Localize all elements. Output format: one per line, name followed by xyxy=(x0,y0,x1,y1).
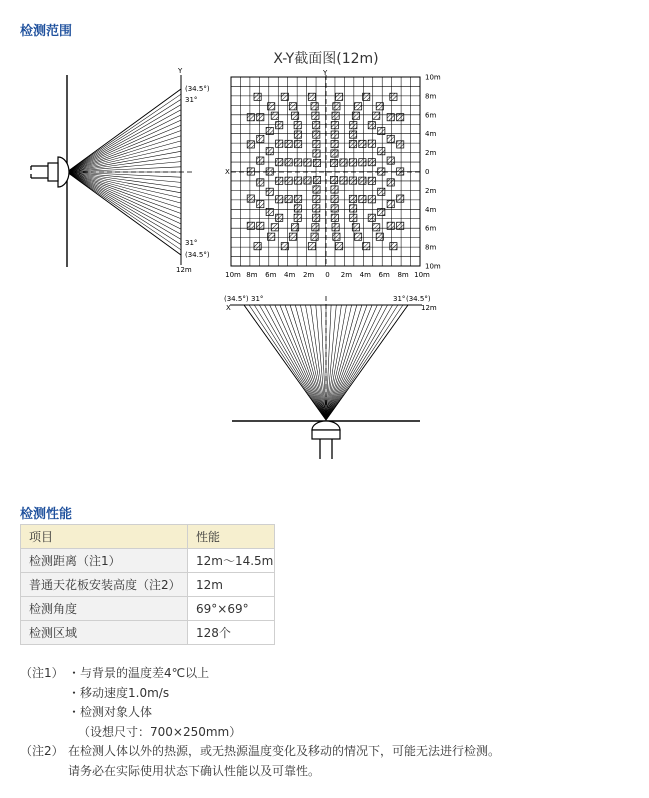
detection-zone xyxy=(313,159,320,166)
front-angle-outer-left: (34.5°) xyxy=(224,295,249,303)
table-cell-item: 检测距离（注1） xyxy=(21,549,188,573)
detection-zone xyxy=(331,205,338,212)
detection-zone xyxy=(332,112,339,119)
detection-zone xyxy=(331,141,338,148)
xy-right-scale-label: 4m xyxy=(425,130,437,139)
note1-item: （设想尺寸：700×250mm） xyxy=(78,724,242,739)
detection-zone xyxy=(333,233,340,240)
detection-zone xyxy=(336,93,343,100)
table-row xyxy=(21,597,275,621)
table-cell-item: 普通天花板安装高度（注2） xyxy=(21,573,188,597)
side-view xyxy=(31,67,210,274)
xy-bottom-scale-label: 10m xyxy=(414,271,430,279)
beam-ray xyxy=(67,99,181,172)
table-header-item: 项目 xyxy=(21,525,188,549)
detection-zone xyxy=(387,157,394,164)
table-cell-value: 12m xyxy=(188,573,275,597)
detection-zone xyxy=(294,214,301,221)
detection-zone xyxy=(397,141,404,148)
detection-zone xyxy=(331,131,338,138)
xy-bottom-scale-label: 2m xyxy=(302,271,315,279)
detection-zone xyxy=(285,196,292,203)
beam-ray xyxy=(67,131,181,173)
detection-zone xyxy=(363,243,370,250)
front-distance-label: 12m xyxy=(421,304,437,312)
detection-zone xyxy=(257,114,264,121)
note2-label: （注2） xyxy=(20,744,64,758)
detection-zone xyxy=(331,122,338,129)
detection-zone xyxy=(311,103,318,110)
detection-zone xyxy=(276,177,283,184)
detection-zone xyxy=(257,157,264,164)
detection-zone xyxy=(271,224,278,231)
detection-zone xyxy=(285,159,292,166)
detection-zone xyxy=(387,114,394,121)
detection-zone xyxy=(387,222,394,229)
detection-zone xyxy=(313,186,320,193)
detection-zone xyxy=(378,127,385,134)
detection-zone xyxy=(276,214,283,221)
section-title-detection-performance: 检测性能 xyxy=(20,507,73,522)
beam-ray xyxy=(326,305,382,420)
xy-right-scale-label: 2m xyxy=(425,186,437,195)
xy-bottom-scale xyxy=(225,271,430,279)
xy-right-scale xyxy=(425,74,441,271)
beam-ray xyxy=(67,94,181,172)
beam-ray xyxy=(280,305,326,420)
note1-label: （注1） xyxy=(20,666,64,680)
detection-zone xyxy=(368,140,375,147)
side-angle-outer-top: (34.5°) xyxy=(185,85,210,93)
detection-zone xyxy=(257,222,264,229)
detection-zone xyxy=(304,177,311,184)
front-beam-rays xyxy=(244,305,408,420)
detection-zone xyxy=(295,159,302,166)
detection-zone xyxy=(313,176,320,183)
table-cell-item: 检测区域 xyxy=(21,621,188,645)
detection-zone xyxy=(304,159,311,166)
detection-zone xyxy=(308,243,315,250)
detection-zone xyxy=(378,188,385,195)
xy-right-scale-label: 10m xyxy=(425,262,441,271)
detection-zone xyxy=(387,135,394,142)
beam-edge xyxy=(326,305,408,420)
xy-right-scale-label: 6m xyxy=(425,224,437,233)
detection-zone xyxy=(313,195,320,202)
detection-zone xyxy=(313,122,320,129)
detection-zone xyxy=(350,214,357,221)
beam-edge xyxy=(67,172,181,255)
side-distance-label: 12m xyxy=(176,266,192,274)
detection-zone xyxy=(311,233,318,240)
detection-zone xyxy=(247,195,254,202)
detection-zone xyxy=(247,168,254,175)
detection-zone xyxy=(331,214,338,221)
detection-zone xyxy=(332,224,339,231)
detection-zone xyxy=(254,243,261,250)
detection-zone xyxy=(349,159,356,166)
detection-zone xyxy=(349,177,356,184)
front-angle-outer-right: (34.5°) xyxy=(406,295,431,303)
xy-right-scale-label: 8m xyxy=(425,92,437,101)
front-angle-inner-left: 31° xyxy=(251,295,264,303)
xy-right-scale-label: 8m xyxy=(425,243,437,252)
performance-table xyxy=(20,524,275,645)
detection-zone xyxy=(368,214,375,221)
beam-ray xyxy=(67,172,181,250)
xy-section-title: X-Y截面图(12m) xyxy=(273,51,379,67)
detection-zone xyxy=(266,188,273,195)
beam-ray xyxy=(326,305,372,420)
detection-zone xyxy=(359,140,366,147)
detection-zone xyxy=(313,150,320,157)
beam-ray xyxy=(326,305,357,420)
detection-zone xyxy=(330,159,337,166)
detection-zone xyxy=(276,122,283,129)
detection-zone xyxy=(295,141,302,148)
detection-zone xyxy=(268,103,275,110)
detection-zone xyxy=(340,177,347,184)
xy-right-scale-label: 2m xyxy=(425,149,437,158)
detection-zone xyxy=(352,224,359,231)
detection-zone xyxy=(349,141,356,148)
detection-zone xyxy=(257,201,264,208)
detection-zone xyxy=(390,243,397,250)
detection-zone xyxy=(257,179,264,186)
note2-line: 请务必在实际使用状态下确认性能以及可靠性。 xyxy=(68,763,321,778)
table-row xyxy=(21,549,275,573)
front-sensor-icon xyxy=(312,421,340,459)
xy-right-scale-label: 0 xyxy=(425,168,430,176)
detection-zone xyxy=(292,112,299,119)
detection-zone xyxy=(350,122,357,129)
detection-zone xyxy=(276,159,283,166)
table-cell-item: 检测角度 xyxy=(21,597,188,621)
note1-item: ・移动速度1.0m/s xyxy=(68,685,170,700)
detection-zone xyxy=(295,177,302,184)
detection-zone xyxy=(390,93,397,100)
note1-item: ・检测对象人体 xyxy=(68,705,153,719)
detection-zone xyxy=(330,176,337,183)
table-header-performance: 性能 xyxy=(188,525,275,549)
section-title-detection-range: 检测范围 xyxy=(20,24,73,39)
beam-ray xyxy=(326,305,367,420)
detection-zone xyxy=(312,112,319,119)
detection-zone xyxy=(266,127,273,134)
detection-zone xyxy=(373,112,380,119)
beam-ray xyxy=(67,125,181,172)
beam-ray xyxy=(326,305,398,420)
detection-zone xyxy=(313,205,320,212)
detection-zone xyxy=(376,103,383,110)
detection-zone xyxy=(285,177,292,184)
side-angle-outer-bottom: (34.5°) xyxy=(185,251,210,259)
detection-zone xyxy=(363,93,370,100)
xy-grid xyxy=(231,77,420,266)
beam-ray xyxy=(285,305,326,420)
beam-ray xyxy=(67,172,181,245)
note2-line: 在检测人体以外的热源，或无热源温度变化及移动的情况下，可能无法进行检测。 xyxy=(68,744,501,758)
detection-zone xyxy=(295,195,302,202)
detection-zone xyxy=(331,150,338,157)
table-cell-value: 69°×69° xyxy=(188,597,275,621)
note1-item: ・与背景的温度差4℃以上 xyxy=(68,666,210,680)
side-sensor-icon xyxy=(31,157,69,187)
detection-zone xyxy=(373,224,380,231)
front-angle-inner-right: 31° xyxy=(393,295,406,303)
detection-zone xyxy=(378,168,385,175)
detection-zone xyxy=(247,222,254,229)
side-angle-inner-bottom: 31° xyxy=(185,239,198,247)
beam-ray xyxy=(67,172,181,239)
beam-edge xyxy=(67,89,181,172)
detection-zone xyxy=(254,93,261,100)
table-cell-value: 12m～14.5m xyxy=(188,549,275,573)
xy-cross-section xyxy=(225,50,441,279)
xy-bottom-scale-label: 4m xyxy=(284,271,296,279)
detection-zone xyxy=(376,233,383,240)
detection-zone xyxy=(368,159,375,166)
detection-zone xyxy=(281,93,288,100)
beam-ray xyxy=(254,305,326,420)
table-cell-value: 128个 xyxy=(188,621,275,645)
detection-zone xyxy=(397,168,404,175)
detection-zone xyxy=(276,140,283,147)
detection-zone xyxy=(294,122,301,129)
xy-bottom-scale-label: 4m xyxy=(359,271,371,279)
xy-bottom-scale-label: 8m xyxy=(246,271,258,279)
detection-zone xyxy=(397,222,404,229)
detection-zone xyxy=(289,103,296,110)
beam-ray xyxy=(249,305,326,420)
detection-zone xyxy=(313,141,320,148)
detection-zone xyxy=(350,205,357,212)
detection-zone xyxy=(368,177,375,184)
detection-zone xyxy=(257,135,264,142)
detection-zone xyxy=(387,201,394,208)
detection-zone xyxy=(387,179,394,186)
detection-zone xyxy=(378,148,385,155)
detection-zone xyxy=(292,224,299,231)
detection-zone xyxy=(294,205,301,212)
detection-zone xyxy=(276,196,283,203)
detection-zone xyxy=(359,196,366,203)
side-angle-inner-top: 31° xyxy=(185,96,198,104)
xy-bottom-scale-label: 10m xyxy=(225,271,241,279)
detection-zone xyxy=(355,103,362,110)
detection-zone xyxy=(268,233,275,240)
detection-zone xyxy=(349,195,356,202)
detection-zone xyxy=(340,159,347,166)
detection-zone xyxy=(312,224,319,231)
detection-zone xyxy=(331,195,338,202)
side-axis-y-label: Y xyxy=(178,67,183,75)
detection-zone xyxy=(368,196,375,203)
xy-bottom-scale-label: 0 xyxy=(325,271,330,279)
detection-zone xyxy=(331,186,338,193)
xy-right-scale-label: 10m xyxy=(425,73,441,82)
detection-zone xyxy=(266,168,273,175)
detection-zone xyxy=(397,195,404,202)
detection-zone xyxy=(378,208,385,215)
xy-axis-y-label: Y xyxy=(323,69,328,77)
xy-right-scale-label: 4m xyxy=(425,205,437,214)
beam-ray xyxy=(326,305,403,420)
detection-zone xyxy=(308,93,315,100)
xy-axis-x-label: X xyxy=(225,168,230,176)
detection-zone xyxy=(294,131,301,138)
table-row xyxy=(21,573,275,597)
table-header-row xyxy=(21,525,275,549)
detection-zone xyxy=(333,103,340,110)
detection-zone xyxy=(247,114,254,121)
beam-ray xyxy=(67,172,181,214)
detection-zone xyxy=(247,141,254,148)
detection-zone xyxy=(355,233,362,240)
detection-zone xyxy=(359,159,366,166)
detection-zone xyxy=(359,177,366,184)
beam-edge xyxy=(244,305,326,420)
detection-zone xyxy=(266,208,273,215)
front-view xyxy=(224,295,437,459)
xy-bottom-scale-label: 2m xyxy=(340,271,353,279)
xy-bottom-scale-label: 8m xyxy=(397,271,409,279)
front-axis-x-label: X xyxy=(226,304,231,312)
xy-bottom-scale-label: 6m xyxy=(265,271,277,279)
detection-zone xyxy=(368,122,375,129)
detection-zone xyxy=(271,112,278,119)
xy-bottom-scale-label: 6m xyxy=(378,271,390,279)
detection-zone xyxy=(313,131,320,138)
detection-zone xyxy=(397,114,404,121)
detection-zone xyxy=(289,233,296,240)
beam-ray xyxy=(67,172,181,219)
detection-zone xyxy=(352,112,359,119)
detection-zone xyxy=(313,214,320,221)
table-row xyxy=(21,621,275,645)
detection-zone xyxy=(350,131,357,138)
beam-ray xyxy=(67,172,181,234)
detection-zone xyxy=(285,140,292,147)
xy-right-scale-label: 6m xyxy=(425,111,437,120)
detection-zone xyxy=(266,148,273,155)
detection-zone xyxy=(336,243,343,250)
detection-zone xyxy=(281,243,288,250)
